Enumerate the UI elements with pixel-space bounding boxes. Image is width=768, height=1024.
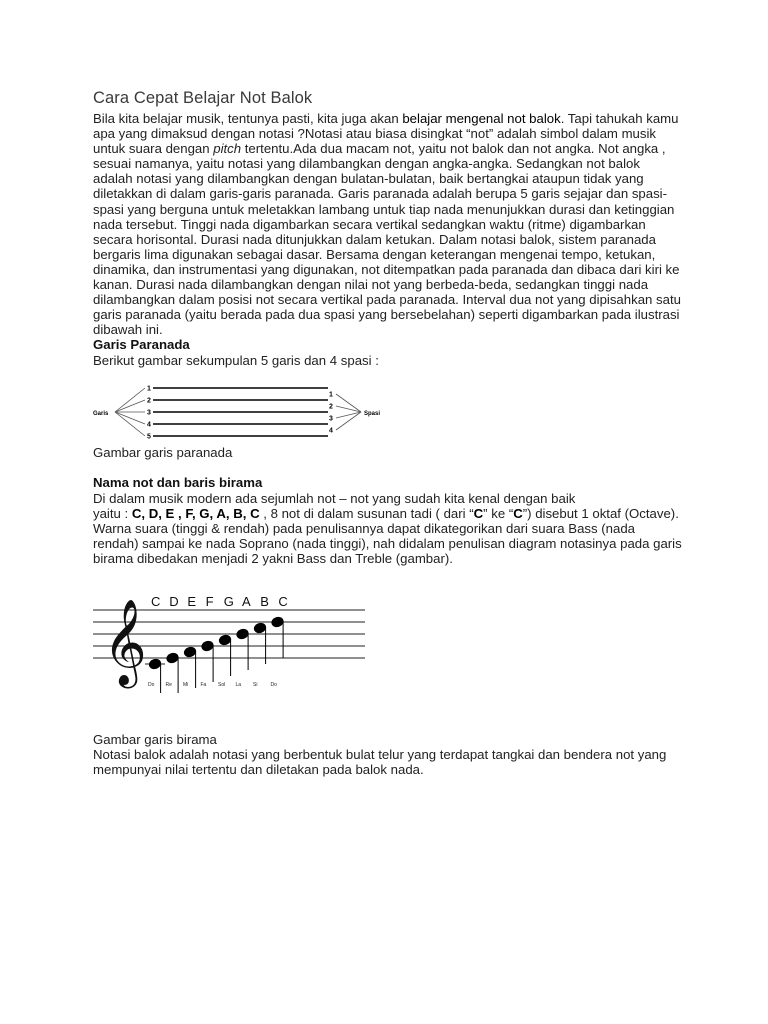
solfege-group	[148, 682, 277, 688]
solfege-label: Sol	[218, 682, 226, 688]
note-list-bold: C, D, E , F, G, A, B, C	[131, 505, 260, 521]
note-letter-group	[151, 594, 288, 609]
intro-text-2: . Tapi tahukah kamu apa yang dimaksud dengan notasi ?Notasi atau biasa disingkat “not” adalah simbol dalam musik untuk suara dengan	[93, 111, 679, 157]
document-body	[93, 88, 683, 368]
p2-text-a: yaitu :	[93, 505, 132, 521]
note-letter: C	[151, 594, 161, 609]
note-letter: B	[260, 594, 269, 609]
section-heading-nama-not: Nama not dan baris birama	[93, 475, 263, 490]
treble-staff-figure	[93, 587, 373, 693]
staff-lines-figure	[93, 381, 393, 447]
space-number: 1	[329, 391, 333, 399]
caption-garis-paranada: Gambar garis paranada	[93, 445, 233, 460]
note-c-bold: C	[513, 505, 523, 521]
note-c-bold: C	[473, 505, 484, 521]
line-number: 1	[147, 385, 151, 393]
note-letter: D	[169, 594, 179, 609]
intro-emphasis: belajar mengenal not balok	[402, 111, 561, 126]
closing-paragraph: Notasi balok adalah notasi yang berbentuk bulat telur yang terdapat tangkai dan bendera not yang mempunyai nilai tertentu dan diletakan pada balok nada.	[93, 747, 667, 777]
line-number: 5	[147, 433, 151, 441]
treble-clef-icon: 𝄞	[103, 599, 147, 685]
solfege-label: Do	[270, 682, 277, 688]
note-letter: F	[205, 594, 214, 609]
section-heading-garis-paranada: Garis Paranada	[93, 337, 190, 353]
p2-text-g: ”) disebut 1 oktaf (Octave). Warna suara (tinggi & rendah) pada penulisannya dapat dikategorikan dari suara Bass (nada rendah) sampai ke nada Soprano (nada tinggi), nah didalam penulisan diagram notasinya pada garis birama dibedakan menjadi 2 yakni Bass dan Treble (gambar).	[93, 505, 682, 566]
space-number: 4	[329, 427, 333, 435]
p2-text-c: , 8 not di dalam susunan tadi ( dari “	[259, 505, 474, 521]
solfege-label: Fa	[200, 682, 207, 688]
section2-paragraph-1: Di dalam musik modern ada sejumlah not – not yang sudah kita kenal dengan baik	[93, 490, 576, 506]
staff-left-label: Garis	[93, 411, 109, 417]
section2-paragraph-2	[93, 506, 683, 566]
caption-garis-birama: Gambar garis birama	[93, 732, 217, 747]
p2-text-e: ” ke “	[483, 505, 514, 521]
solfege-label: Si	[253, 682, 258, 688]
solfege-label: Do	[148, 682, 155, 688]
space-number: 3	[329, 415, 333, 423]
intro-text-1: Bila kita belajar musik, tentunya pasti, kita juga akan	[93, 111, 403, 126]
section1-text: Berikut gambar sekumpulan 5 garis dan 4 spasi :	[93, 352, 379, 368]
section2-block	[93, 475, 683, 566]
line-number: 2	[147, 397, 151, 405]
line-number: 3	[147, 409, 151, 417]
note-letter: C	[278, 594, 288, 609]
solfege-label: Re	[165, 682, 172, 688]
staff-right-label: Spasi	[364, 411, 381, 417]
space-number: 2	[329, 403, 333, 411]
intro-italic-pitch: pitch	[213, 141, 242, 157]
solfege-label: La	[235, 682, 242, 688]
note-letter: E	[187, 594, 197, 609]
intro-text-3: tertentu.Ada dua macam not, yaitu not balok dan not angka. Not angka , sesuai namanya, yaitu notasi yang dilambangkan dengan angka-angka. Sedangkan not balok adalah notasi yang dilambangkan dengan bulatan-bulatan, baik bertangkai ataupun tidak yang diletakkan di dalam garis-garis paranada. Garis paranada adalah berupa 5 garis sejajar dan spasi-spasi yang berguna untuk meletakkan lambang untuk tiap nada menunjukkan durasi dan ketinggian nada tersebut. Tinggi nada digambarkan secara vertikal sedangkan waktu (ritme) digambarkan secara horisontal. Durasi nada ditunjukkan dalam ketukan. Dalam notasi balok, sistem paranada bergaris lima digunakan sebagai dasar. Bersama dengan keterangan mengenai tempo, ketukan, dinamika, dan instrumentasi yang digunakan, not ditempatkan pada paranada dan dibaca dari kiri ke kanan. Durasi nada dilambangkan dengan nilai not yang berbeda-beda, sedangkan tinggi nada dilambangkan dalam posisi not secara vertikal pada paranada. Interval dua not yang dipisahkan satu garis paranada (yaitu berada pada dua spasi yang bersebelahan) seperti digambarkan pada ilustrasi dibawah ini.	[93, 141, 681, 338]
line-number: 4	[147, 421, 151, 429]
note-letter: G	[223, 594, 234, 609]
intro-paragraph	[93, 111, 683, 337]
note-letter: A	[242, 594, 251, 609]
page-title: Cara Cepat Belajar Not Balok	[93, 89, 313, 107]
solfege-label: Mi	[183, 682, 189, 688]
